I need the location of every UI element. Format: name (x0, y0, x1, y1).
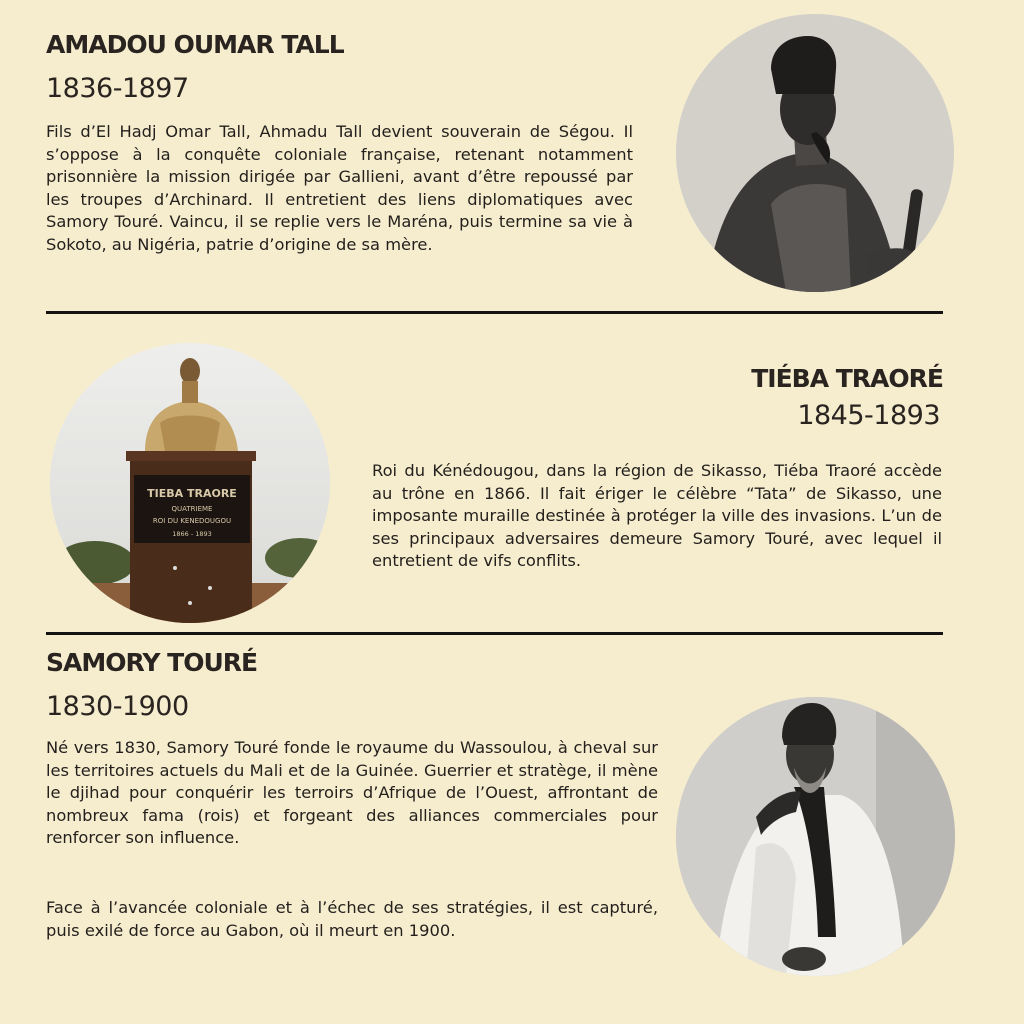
section-bio: Roi du Kénédougou, dans la région de Sikasso, Tiéba Traoré accède au trône en 1866. Il fait ériger le célèbre “Tata” de Sikasso, une imposante muraille destinée à protéger la ville des invasions. L’un de ses principaux adversaires demeure Samory Touré, avec lequel il entretient de vifs conflits. (372, 461, 942, 571)
section-years: 1830-1900 (46, 691, 189, 722)
plaque-line: ROI DU KENEDOUGOU (152, 517, 232, 525)
plaque-line: TIEBA TRAORE (147, 487, 237, 500)
section-years: 1845-1893 (797, 400, 940, 431)
section-bio: Fils d’El Hadj Omar Tall, Ahmadu Tall devient souverain de Ségou. Il s’oppose à la conquête coloniale française, retenant notamment prisonnière la mission dirigée par Gallieni, avant d’être repoussé par les troupes d’Archinard. Il entretient des liens diplomatiques avec Samory Touré. Vaincu, il se replie vers le Maréna, puis termine sa vie à Sokoto, au Nigéria, patrie d’origine de sa mère. (46, 122, 633, 254)
engraving-portrait-image (676, 14, 954, 292)
photo-portrait-image (676, 697, 955, 976)
plaque-line: 1866 - 1893 (172, 530, 212, 538)
section-title: AMADOU OUMAR TALL (46, 30, 344, 59)
statue-photo-image (50, 343, 330, 623)
section-title: TIÉBA TRAORÉ (751, 364, 943, 393)
section-divider (46, 311, 943, 314)
section-title: SAMORY TOURÉ (46, 648, 258, 677)
portrait-samory-toure (676, 697, 955, 976)
plaque-line: QUATRIEME (171, 505, 213, 513)
section-divider (46, 632, 943, 635)
portrait-amadou-oumar-tall (676, 14, 954, 292)
section-bio-continued: Face à l’avancée coloniale et à l’échec de ses stratégies, il est capturé, puis exilé de force au Gabon, où il meurt en 1900. (46, 898, 658, 940)
section-bio: Né vers 1830, Samory Touré fonde le royaume du Wassoulou, à cheval sur les territoires actuels du Mali et de la Guinée. Guerrier et stratège, il mène le djihad pour conquérir les terroirs d’Afrique de l’Ouest, affrontant de nombreux fama (rois) et forgeant des alliances commerciales pour renforcer son influence. (46, 738, 658, 848)
section-years: 1836-1897 (46, 73, 189, 104)
portrait-tieba-traore-statue (50, 343, 330, 623)
